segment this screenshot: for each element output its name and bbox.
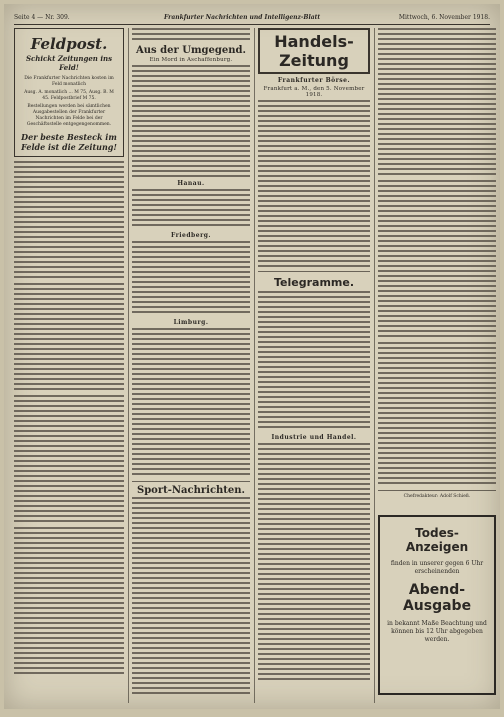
subheading-mord: Ein Mord in Aschaffenburg.	[149, 57, 233, 63]
header-center: Frankfurter Nachrichten und Intelligenz-Blatt	[164, 14, 321, 21]
text-block	[258, 100, 370, 268]
feldpost-subtitle: Schickt Zeitungen ins Feld!	[25, 54, 113, 72]
text-block	[132, 65, 250, 177]
header-left: Seite 4 — Nr. 309.	[14, 14, 70, 21]
boerse-date: Frankfurt a. M., den 5. November 1918.	[263, 86, 365, 98]
column-rule	[128, 28, 129, 703]
section-heading-sport: Sport-Nachrichten.	[136, 485, 246, 496]
column-1	[14, 28, 124, 679]
column-2	[132, 28, 250, 699]
todes-anzeigen-ad	[378, 515, 496, 695]
handels-zeitung-masthead: Handels-Zeitung	[258, 28, 370, 74]
feldpost-title: Feldpost.	[30, 35, 108, 53]
text-block	[132, 497, 250, 697]
feldpost-text-1: Die Frankfurter Nachrichten kosten im Feld monatlich	[24, 76, 114, 87]
text-block	[258, 291, 370, 431]
feldpost-text-2: Ausg. A. monatlich ... M 75, Ausg. B. M 45. Feldpostbrief M 75.	[24, 90, 114, 101]
text-block	[14, 161, 124, 281]
divider	[378, 490, 496, 491]
section-industrie: Industrie und Handel.	[271, 434, 357, 441]
text-block	[378, 342, 496, 487]
column-4	[378, 28, 496, 703]
section-boerse: Frankfurter Börse.	[277, 77, 351, 84]
divider	[258, 271, 370, 272]
text-block	[258, 443, 370, 683]
section-friedberg: Friedberg.	[170, 232, 212, 239]
page-header	[14, 12, 490, 25]
telegramme-heading: Telegramme.	[273, 276, 355, 289]
feldpost-box	[14, 28, 124, 157]
ad-line-2: in bekannt Maße Beachtung und können bis 12 Uhr abgegeben werden.	[387, 620, 487, 643]
text-block	[14, 527, 124, 677]
header-right: Mittwoch, 6. November 1918.	[398, 14, 490, 21]
section-limburg: Limburg.	[173, 319, 209, 326]
chefredakteur-line: Chefredakteur: Adolf Schieß.	[403, 494, 471, 499]
feldpost-text-3: Bestellungen werden bei sämtlichen Ausgabestellen der Frankfurter Nachrichten im Felde bei der Geschäftsstelle entgegengenommen.	[26, 104, 112, 127]
text-block	[132, 28, 250, 42]
section-heading-umgegend: Aus der Umgegend.	[136, 45, 246, 56]
feldpost-footer: Der beste Besteck im Felde ist die Zeitung!	[21, 132, 117, 152]
text-block	[378, 28, 496, 178]
text-block	[378, 180, 496, 340]
newspaper-page	[4, 4, 500, 709]
text-block	[132, 241, 250, 316]
ad-line-1: finden in unserer gegen 6 Uhr erscheinenden	[390, 560, 484, 575]
text-block	[132, 189, 250, 229]
divider	[132, 481, 250, 482]
text-block	[14, 395, 124, 525]
column-rule	[254, 28, 255, 703]
text-block	[132, 328, 250, 478]
ad-title: Todes-Anzeigen	[405, 526, 469, 554]
column-3	[258, 28, 370, 685]
ad-title-2: Abend-Ausgabe	[402, 582, 472, 614]
text-block	[14, 283, 124, 393]
column-rule	[374, 28, 375, 703]
section-hanau: Hanau.	[177, 180, 205, 187]
